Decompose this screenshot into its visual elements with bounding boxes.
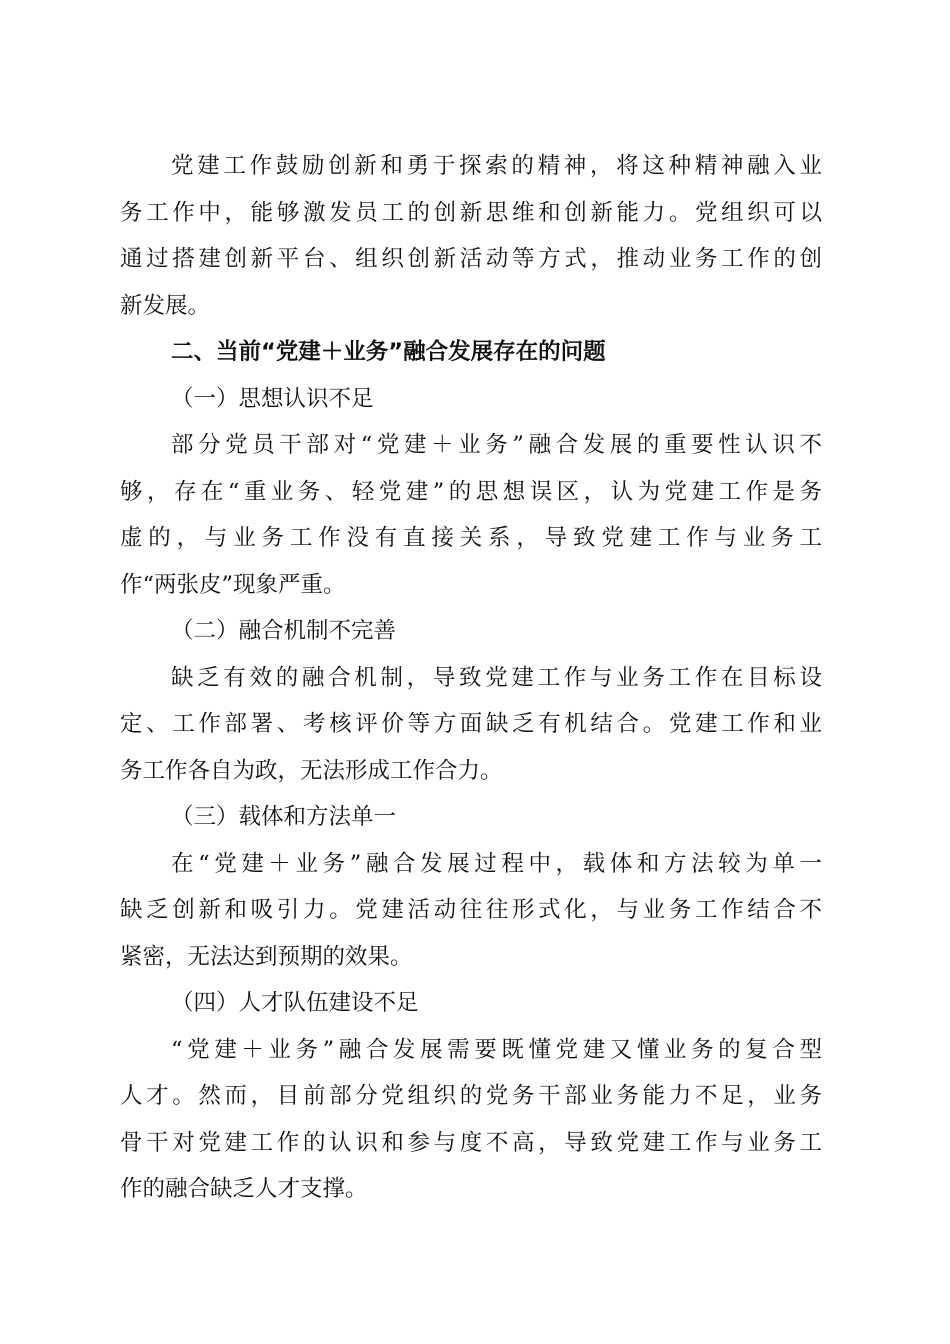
subsection-heading: （一）思想认识不足 bbox=[171, 385, 374, 412]
paragraph-line: 党建工作鼓励创新和勇于探索的精神，将这种精神融入业 bbox=[171, 153, 822, 179]
paragraph-line: 作“两张皮”现象严重。 bbox=[120, 571, 346, 598]
paragraph-line: 缺乏创新和吸引力。党建活动往往形式化，与业务工作结合不 bbox=[120, 897, 822, 923]
paragraph-line: 在“党建＋业务”融合发展过程中，载体和方法较为单一 bbox=[171, 850, 822, 877]
paragraph-line: 紧密，无法达到预期的效果。 bbox=[120, 943, 413, 970]
subsection-heading: （三）载体和方法单一 bbox=[171, 804, 397, 830]
paragraph-line: 新发展。 bbox=[120, 292, 211, 319]
paragraph-line: 骨干对党建工作的认识和参与度不高，导致党建工作与业务工 bbox=[120, 1129, 822, 1156]
paragraph-line: 定、工作部署、考核评价等方面缺乏有机结合。党建工作和业 bbox=[120, 711, 822, 737]
paragraph-line: 务工作中，能够激发员工的创新思维和创新能力。党组织可以 bbox=[120, 199, 822, 226]
document-body bbox=[120, 143, 822, 1213]
paragraph-line: 虚的，与业务工作没有直接关系，导致党建工作与业务工 bbox=[120, 525, 822, 551]
paragraph-line: 通过搭建创新平台、组织创新活动等方式，推动业务工作的创 bbox=[120, 246, 822, 272]
subsection-heading: （二）融合机制不完善 bbox=[171, 618, 397, 644]
paragraph-line: 务工作各自为政，无法形成工作合力。 bbox=[120, 757, 503, 784]
subsection-heading: （四）人才队伍建设不足 bbox=[171, 990, 419, 1016]
paragraph-line: “党建＋业务”融合发展需要既懂党建又懂业务的复合型 bbox=[171, 1036, 822, 1063]
paragraph-line: 缺乏有效的融合机制，导致党建工作与业务工作在目标设 bbox=[171, 664, 822, 691]
paragraph-line: 人才。然而，目前部分党组织的党务干部业务能力不足，业务 bbox=[120, 1083, 822, 1109]
paragraph-line: 作的融合缺乏人才支撑。 bbox=[120, 1176, 368, 1202]
paragraph-line: 够，存在“重业务、轻党建”的思想误区，认为党建工作是务 bbox=[120, 478, 822, 505]
paragraph-line: 部分党员干部对“党建＋业务”融合发展的重要性认识不 bbox=[171, 432, 822, 458]
section-heading: 二、当前“党建＋业务”融合发展存在的问题 bbox=[171, 339, 606, 365]
